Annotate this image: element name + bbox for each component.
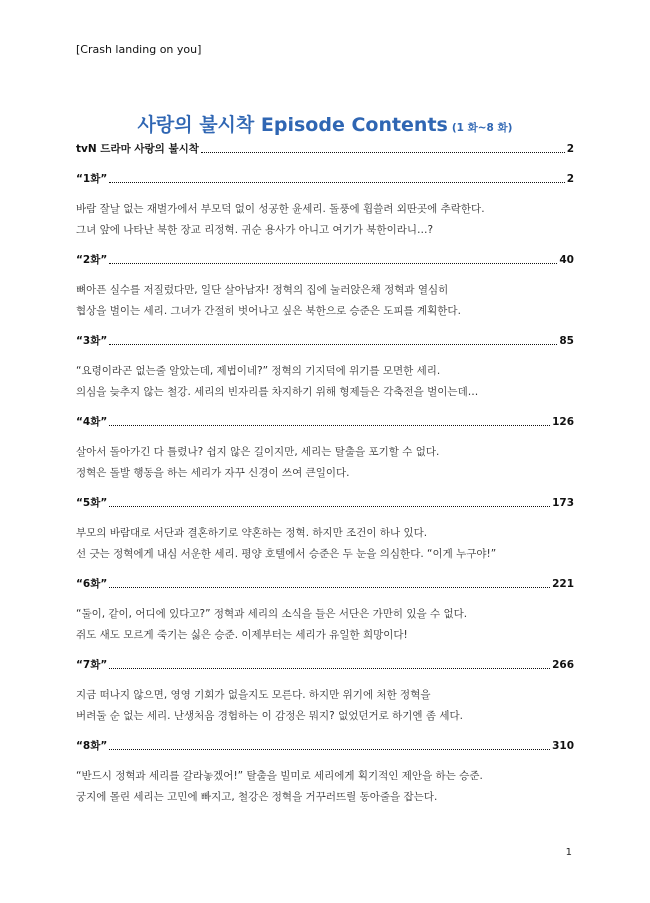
page-number: 1 — [565, 847, 572, 858]
toc-entry-episode-5[interactable] — [76, 496, 574, 510]
episode-1-synopsis — [76, 199, 574, 241]
title-episode-range: (1 화~8 화) — [451, 122, 513, 134]
toc-entry-label: “3화” — [76, 335, 108, 347]
toc-entry-episode-4[interactable] — [76, 415, 574, 429]
synopsis-line: 살아서 돌아가긴 다 틀렸나? 쉽지 않은 길이지만, 세리는 탈출을 포기할 수 없다. — [76, 446, 440, 458]
toc-entry-episode-1[interactable] — [76, 172, 574, 186]
toc-entry-page: 2 — [566, 143, 574, 155]
synopsis-line: 협상을 벌이는 세리. 그녀가 간절히 벗어나고 싶은 북한으로 승준은 도피를 계획한다. — [76, 305, 461, 317]
synopsis-line: 그녀 앞에 나타난 북한 장교 리정혁. 귀순 용사가 아니고 여기가 북한이라니…? — [76, 224, 434, 236]
synopsis-line: “요령이라곤 없는줄 알았는데, 제법이네?” 정혁의 기지덕에 위기를 모면한 세리. — [76, 365, 441, 377]
toc-entry-page: 310 — [552, 740, 574, 752]
synopsis-line: 버려둘 순 없는 세리. 난생처음 경험하는 이 감정은 뭐지? 없었던거로 하기엔 좀 세다. — [76, 710, 464, 722]
toc-entry-label: “4화” — [76, 416, 108, 428]
synopsis-line: 뼈아픈 실수를 저질렀다만, 일단 살아남자! 정혁의 집에 눌러앉은채 정혁과 열심히 — [76, 284, 449, 296]
dot-leader — [109, 344, 557, 345]
episode-6-synopsis — [76, 604, 574, 646]
synopsis-line: 부모의 바람대로 서단과 결혼하기로 약혼하는 정혁. 하지만 조건이 하나 있다. — [76, 527, 428, 539]
toc-entry-label: “8화” — [76, 740, 108, 752]
synopsis-line: 의심을 늦추지 않는 철강. 세리의 빈자리를 차지하기 위해 형제들은 각축전을 벌이는데… — [76, 386, 479, 398]
toc-entry-page: 221 — [552, 578, 574, 590]
episode-5-synopsis — [76, 523, 574, 565]
toc-entry-page: 2 — [566, 173, 574, 185]
table-of-contents — [76, 142, 574, 820]
episode-4-synopsis — [76, 442, 574, 484]
toc-entry-label: “7화” — [76, 659, 108, 671]
toc-entry-label: “2화” — [76, 254, 108, 266]
synopsis-line: “반드시 정혁과 세리를 갈라놓겠어!” 탈출을 빌미로 세리에게 획기적인 제안을 하는 승준. — [76, 770, 483, 782]
synopsis-line: “둘이, 같이, 어디에 있다고?” 정혁과 세리의 소식을 들은 서단은 가만히 있을 수 없다. — [76, 608, 468, 620]
synopsis-line: 정혁은 돌발 행동을 하는 세리가 자꾸 신경이 쓰여 큰일이다. — [76, 467, 350, 479]
toc-entry-page: 126 — [552, 416, 574, 428]
toc-entry-episode-6[interactable] — [76, 577, 574, 591]
toc-entry-label: “5화” — [76, 497, 108, 509]
dot-leader — [109, 668, 550, 669]
toc-entry-episode-7[interactable] — [76, 658, 574, 672]
toc-entry-page: 40 — [559, 254, 574, 266]
synopsis-line: 지금 떠나지 않으면, 영영 기회가 없을지도 모른다. 하지만 위기에 처한 정혁을 — [76, 689, 431, 701]
toc-entry-label: tvN 드라마 사랑의 불시착 — [76, 143, 199, 155]
dot-leader — [109, 182, 564, 183]
episode-8-synopsis — [76, 766, 574, 808]
toc-entry-label: “1화” — [76, 173, 108, 185]
toc-entry-episode-3[interactable] — [76, 334, 574, 348]
episode-7-synopsis — [76, 685, 574, 727]
dot-leader — [109, 587, 550, 588]
toc-entry-intro[interactable] — [76, 142, 574, 156]
episode-2-synopsis — [76, 280, 574, 322]
synopsis-line: 궁지에 몰린 세리는 고민에 빠지고, 철강은 정혁을 거꾸러뜨릴 동아줄을 잡는다. — [76, 791, 438, 803]
document-header-tag: [Crash landing on you] — [76, 43, 202, 56]
dot-leader — [109, 425, 550, 426]
toc-entry-label: “6화” — [76, 578, 108, 590]
dot-leader — [109, 263, 557, 264]
toc-entry-page: 85 — [559, 335, 574, 347]
synopsis-line: 선 긋는 정혁에게 내심 서운한 세리. 평양 호텔에서 승준은 두 눈을 의심한다. “이게 누구야!” — [76, 548, 497, 560]
page-title — [0, 110, 650, 137]
dot-leader — [201, 152, 565, 153]
toc-entry-episode-8[interactable] — [76, 739, 574, 753]
dot-leader — [109, 749, 550, 750]
toc-entry-episode-2[interactable] — [76, 253, 574, 267]
synopsis-line: 쥐도 새도 모르게 죽기는 싫은 승준. 이제부터는 세리가 유일한 희망이다! — [76, 629, 408, 641]
toc-entry-page: 266 — [552, 659, 574, 671]
dot-leader — [109, 506, 550, 507]
toc-entry-page: 173 — [552, 497, 574, 509]
title-main: 사랑의 불시착 Episode Contents — [137, 114, 448, 136]
synopsis-line: 바람 잘날 없는 재벌가에서 부모덕 없이 성공한 윤세리. 돌풍에 휩쓸려 외딴곳에 추락한다. — [76, 203, 485, 215]
episode-3-synopsis — [76, 361, 574, 403]
